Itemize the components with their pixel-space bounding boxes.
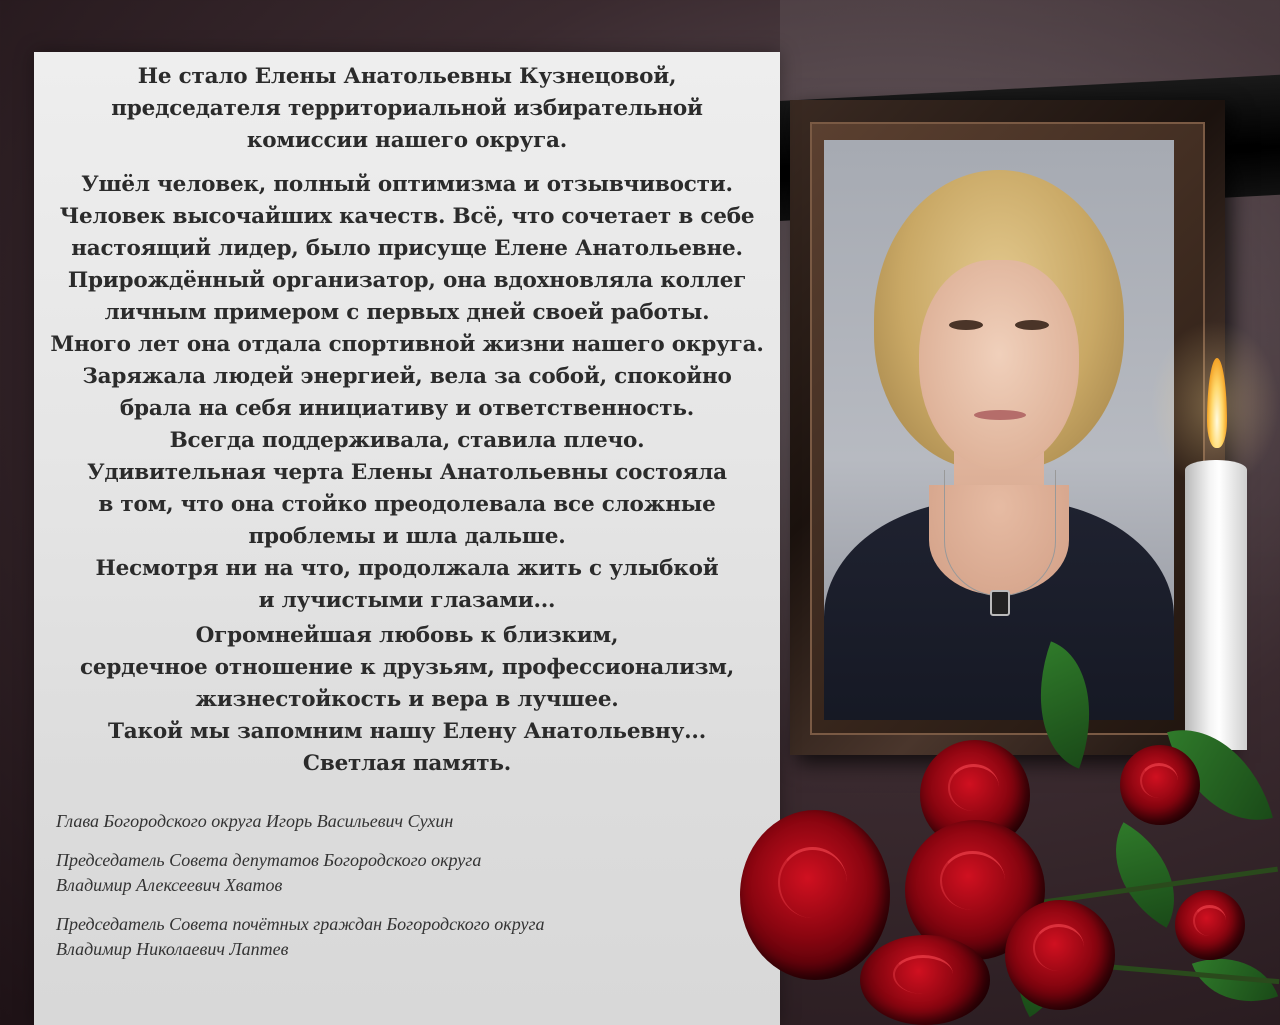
portrait-eye-right <box>1015 320 1049 330</box>
portrait-pendant <box>990 590 1010 616</box>
portrait-eye-left <box>949 320 983 330</box>
tribute-line: Заряжала людей энергией, вела за собой, спокойно <box>82 364 732 389</box>
tribute-line: проблемы и шла дальше. <box>248 524 566 549</box>
signature-block <box>56 809 770 834</box>
signature-block <box>56 848 770 898</box>
rose-flower <box>1005 900 1115 1010</box>
tribute-line: настоящий лидер, было присуще Елене Анатольевне. <box>71 236 743 261</box>
tribute-line: Всегда поддерживала, ставила плечо. <box>169 428 645 453</box>
tribute-line: Человек высочайших качеств. Всё, что сочетает в себе <box>59 204 755 229</box>
tribute-line: Такой мы запомним нашу Елену Анатольевну... <box>108 719 706 744</box>
tribute-intro <box>34 61 780 157</box>
rose-flower <box>1175 890 1245 960</box>
tribute-line: Удивительная черта Елены Анатольевны состояла <box>87 460 727 485</box>
tribute-line: брала на себя инициативу и ответственность. <box>119 396 695 421</box>
signature-line: Владимир Алексеевич Хватов <box>56 875 283 895</box>
tribute-panel <box>34 52 780 1025</box>
tribute-body <box>34 169 780 617</box>
tribute-line: Не стало Елены Анатольевны Кузнецовой, <box>137 64 677 89</box>
tribute-line: Огромнейшая любовь к близким, <box>195 623 619 648</box>
tribute-line: в том, что она стойко преодолевала все сложные <box>98 492 716 517</box>
tribute-line: комиссии нашего округа. <box>246 128 568 153</box>
signature-block <box>56 912 770 962</box>
rose-flower <box>1120 745 1200 825</box>
signature-line: Председатель Совета почётных граждан Богородского округа <box>56 914 545 934</box>
tribute-line: сердечное отношение к друзьям, профессионализм, <box>79 655 735 680</box>
tribute-line: жизнестойкость и вера в лучшее. <box>195 687 619 712</box>
signature-line: Владимир Николаевич Лаптев <box>56 939 289 959</box>
tribute-line: личным примером с первых дней своей работы. <box>104 300 710 325</box>
tribute-line: и лучистыми глазами... <box>258 588 556 613</box>
portrait-photo <box>824 140 1174 720</box>
rose-flower <box>860 935 990 1025</box>
tribute-line: председателя территориальной избирательной <box>111 96 703 121</box>
signature-line: Глава Богородского округа Игорь Васильевич Сухин <box>56 811 454 831</box>
portrait-necklace <box>944 470 1056 596</box>
tribute-line: Ушёл человек, полный оптимизма и отзывчивости. <box>81 172 733 197</box>
signatures <box>56 809 770 976</box>
candle <box>1185 460 1247 750</box>
portrait-face <box>919 260 1079 470</box>
tribute-line: Светлая память. <box>302 751 512 776</box>
tribute-closing <box>34 620 780 780</box>
signature-line: Председатель Совета депутатов Богородского округа <box>56 850 482 870</box>
tribute-line: Несмотря ни на что, продолжала жить с улыбкой <box>95 556 719 581</box>
rose-flower <box>740 810 890 980</box>
tribute-line: Прирождённый организатор, она вдохновляла коллег <box>67 268 747 293</box>
tribute-line: Много лет она отдала спортивной жизни нашего округа. <box>50 332 764 357</box>
portrait-mouth <box>974 410 1026 420</box>
